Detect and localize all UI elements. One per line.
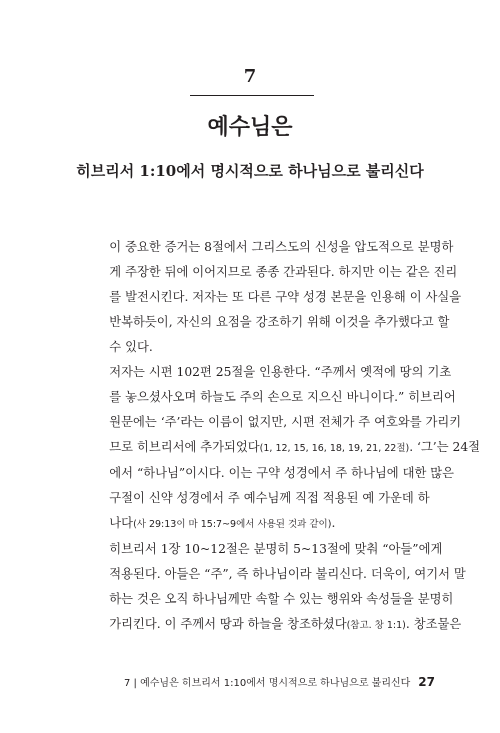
verse-citation: (참고. 창 1:1) <box>346 620 406 631</box>
body-text <box>97 235 481 638</box>
text-segment: 므로 히브리서에 추가되었다 <box>109 440 260 454</box>
text-line: 적용된다. 아들은 “주”, 즉 하나님이라 불리신다. 더욱이, 여기서 말 <box>109 567 466 581</box>
verse-citation: (1, 12, 15, 16, 18, 19, 21, 22절) <box>259 443 410 454</box>
text-line <box>97 511 452 537</box>
text-line: 이 중요한 증거는 8절에서 그리스도의 신성을 압도적으로 분명하 <box>109 240 454 254</box>
text-line: 에서 “하나님”이시다. 이는 구약 성경에서 주 하나님에 대한 많은 <box>109 466 455 480</box>
page-number: 27 <box>418 675 435 689</box>
text-line: 저자는 시편 102편 25절을 인용한다. “주께서 옛적에 땅의 기초 <box>109 365 452 379</box>
text-line <box>97 435 481 461</box>
text-segment: . ‘그’는 24절 <box>409 440 481 454</box>
chapter-number: 7 <box>243 66 257 87</box>
paragraph-1 <box>97 235 462 360</box>
paragraph-3 <box>97 537 466 638</box>
text-segment: . 창조물은 <box>405 617 462 631</box>
verse-citation: (사 29:13이 마 15:7~9에서 사용된 것과 같이) <box>133 519 332 530</box>
text-segment: 가리킨다. 이 주께서 땅과 하늘을 창조하셨다 <box>109 617 347 631</box>
text-segment: 나다 <box>109 516 134 530</box>
chapter-title: 예수님은 <box>207 115 293 140</box>
text-line: 히브리서 1장 10~12절은 분명히 5~13절에 맞춰 “아들”에게 <box>109 542 443 556</box>
chapter-subtitle: 히브리서 1:10에서 명시적으로 하나님으로 불리신다 <box>76 162 424 180</box>
text-line: 수 있다. <box>109 340 153 354</box>
running-head: 7 | 예수님은 히브리서 1:10에서 명시적으로 하나님으로 불리신다 <box>124 678 411 689</box>
paragraph-2 <box>97 360 481 537</box>
text-line: 게 주장한 뒤에 이어지므로 종종 간과된다. 하지만 이는 같은 진리 <box>109 265 458 279</box>
text-line: 를 놓으셨사오며 하늘도 주의 손으로 지으신 바니이다.” 히브리어 <box>109 390 456 404</box>
text-line: 반복하듯이, 자신의 요점을 강조하기 위해 이것을 추가했다고 할 <box>109 315 450 329</box>
text-line: 구절이 신약 성경에서 주 예수님께 직접 적용된 예 가운데 하 <box>109 491 430 505</box>
text-line <box>97 612 462 638</box>
text-line: 를 발전시킨다. 저자는 또 다른 구약 성경 본문을 인용해 이 사실을 <box>109 290 462 304</box>
text-segment: . <box>331 516 336 530</box>
page-footer <box>0 674 435 692</box>
text-line: 원문에는 ‘주’라는 이름이 없지만, 시편 전체가 주 여호와를 가리키 <box>109 415 462 429</box>
text-line: 하는 것은 오직 하나님께만 속할 수 있는 행위와 속성들을 분명히 <box>109 592 454 606</box>
chapter-rule <box>190 95 314 96</box>
